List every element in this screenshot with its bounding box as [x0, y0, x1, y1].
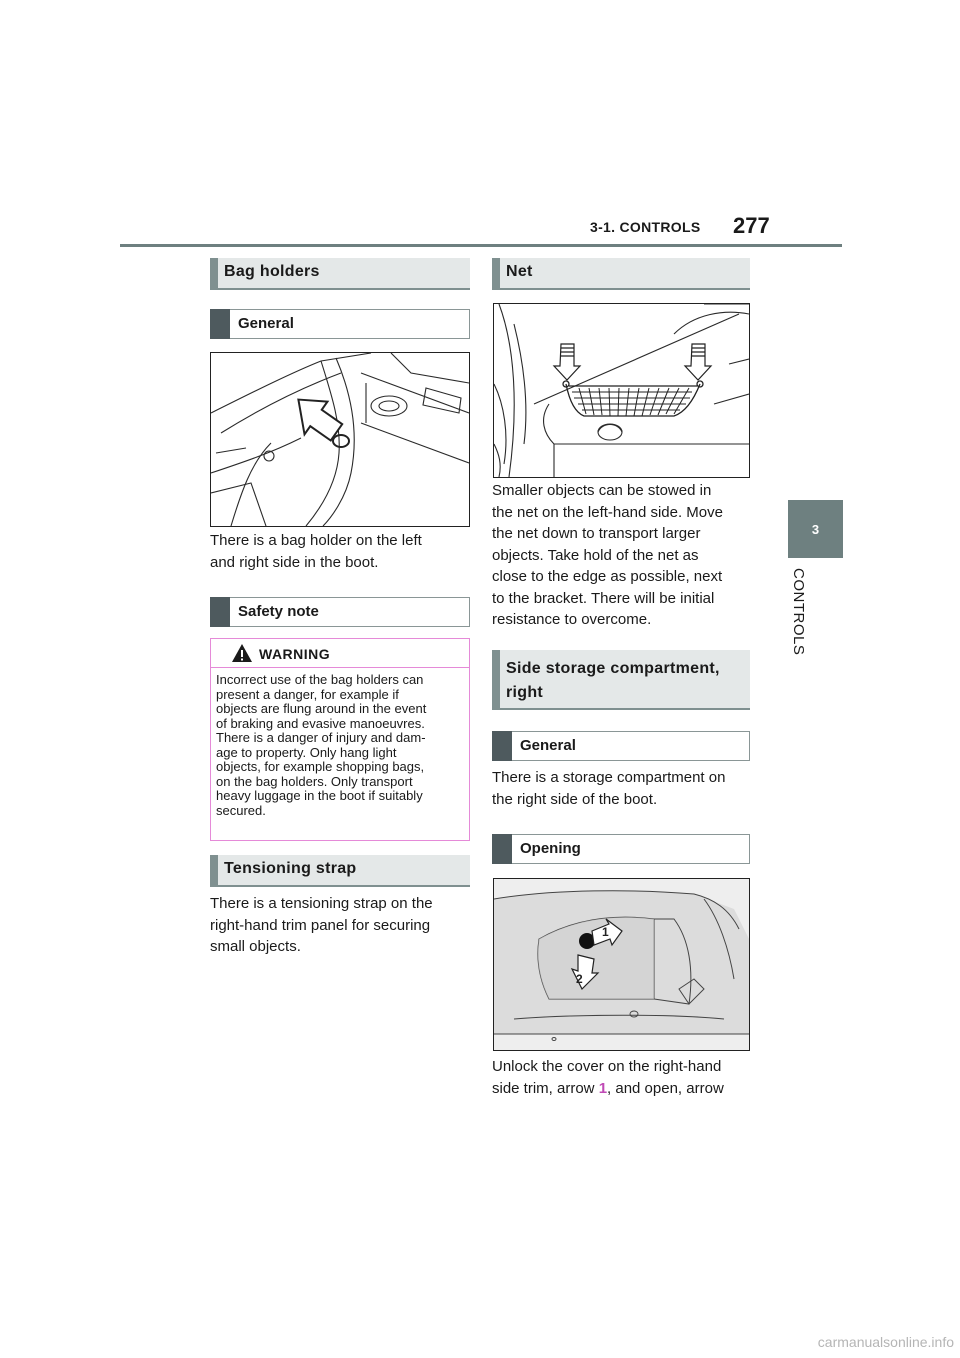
arrow-number-highlight: 1: [598, 1079, 608, 1097]
heading-side-storage: [492, 650, 750, 710]
chapter-name-vertical: CONTROLS: [790, 568, 807, 656]
bag-holder-illustration: [211, 353, 469, 526]
heading-net: [492, 258, 750, 290]
text-line: the net down to transport larger: [492, 525, 701, 542]
chapter-tab[interactable]: 3: [788, 500, 843, 558]
heading-tensioning-strap: [210, 855, 470, 887]
heading-tensioning-strap-text: Tensioning strap: [224, 860, 357, 877]
net-illustration: [494, 304, 749, 477]
storage-paragraph: [492, 767, 757, 810]
text-line: There is a storage compartment on: [492, 769, 726, 786]
heading-bag-holders: [210, 258, 470, 290]
page-number: 277: [733, 213, 770, 238]
subheading-bar: [210, 597, 230, 627]
warning-triangle-icon: [231, 643, 253, 663]
text-line: to the bracket. There will be initial: [492, 589, 715, 607]
text-fragment: side trim, arrow: [492, 1079, 599, 1097]
warning-line: objects are flung around in the event: [216, 701, 427, 716]
text-fragment: , and open, arrow: [607, 1079, 724, 1097]
text-line: There is a bag holder on the left: [210, 532, 422, 549]
subheading-general-right: [492, 731, 750, 761]
text-line: objects. Take hold of the net as: [492, 546, 699, 564]
warning-box: [210, 638, 470, 841]
subheading-bar: [492, 834, 512, 864]
warning-line: of braking and evasive manoeuvres.: [216, 715, 425, 731]
figure-side-storage: [493, 878, 750, 1051]
subheading-general-left: [210, 309, 470, 339]
text-line: close to the edge as possible, next: [492, 568, 723, 585]
subheading-bar: [492, 731, 512, 761]
warning-line: secured.: [216, 802, 266, 818]
heading-side-storage-text: [506, 657, 720, 705]
warning-header: [211, 639, 469, 668]
net-paragraph: [492, 480, 757, 631]
warning-line: Incorrect use of the bag holders can: [216, 672, 424, 687]
warning-line: heavy luggage in the boot if suitably: [216, 788, 423, 803]
text-line: the net on the left-hand side. Move: [492, 503, 723, 521]
tensioning-paragraph: [210, 893, 475, 958]
text-line: right-hand trim panel for securing: [210, 916, 431, 934]
text-line: Unlock the cover on the right-hand: [492, 1058, 722, 1075]
subheading-opening-text: Opening: [520, 840, 581, 857]
figure-label-2: 2: [576, 972, 583, 986]
heading-net-text: Net: [506, 263, 533, 280]
side-storage-illustration: [494, 879, 749, 1050]
figure-net: [493, 303, 750, 478]
subheading-safety-note: [210, 597, 470, 627]
warning-line: on the bag holders. Only transport: [216, 773, 413, 789]
text-line: There is a tensioning strap on the: [210, 895, 433, 912]
subheading-general-right-text: General: [520, 737, 576, 754]
subheading-general-left-text: General: [238, 315, 294, 332]
subheading-bar: [210, 309, 230, 339]
header-rule: [120, 244, 842, 247]
text-line: the right side of the boot.: [492, 790, 658, 808]
warning-line: objects, for example shopping bags,: [216, 759, 425, 774]
warning-line: There is a danger of injury and dam-: [216, 730, 426, 745]
warning-line: present a danger, for example if: [216, 686, 399, 702]
unlock-paragraph: [492, 1056, 757, 1099]
heading-line: Side storage compartment,: [506, 660, 720, 677]
heading-bag-holders-text: Bag holders: [224, 263, 320, 280]
heading-line: right: [506, 684, 544, 701]
text-line: [492, 1078, 757, 1100]
text-line: Smaller objects can be stowed in: [492, 482, 712, 499]
footer-watermark[interactable]: carmanualsonline.info: [817, 1334, 954, 1350]
warning-title: WARNING: [259, 646, 331, 662]
warning-line: age to property. Only hang light: [216, 744, 397, 760]
warning-text: [216, 673, 464, 818]
subheading-opening: [492, 834, 750, 864]
figure-label-1: 1: [602, 925, 609, 939]
text-line: small objects.: [210, 938, 301, 955]
bag-holders-paragraph: [210, 530, 475, 573]
figure-bag-holder: [210, 352, 470, 527]
text-line: resistance to overcome.: [492, 611, 652, 628]
subheading-safety-note-text: Safety note: [238, 603, 319, 620]
text-line: and right side in the boot.: [210, 553, 379, 571]
section-label: 3-1. CONTROLS: [590, 219, 701, 235]
